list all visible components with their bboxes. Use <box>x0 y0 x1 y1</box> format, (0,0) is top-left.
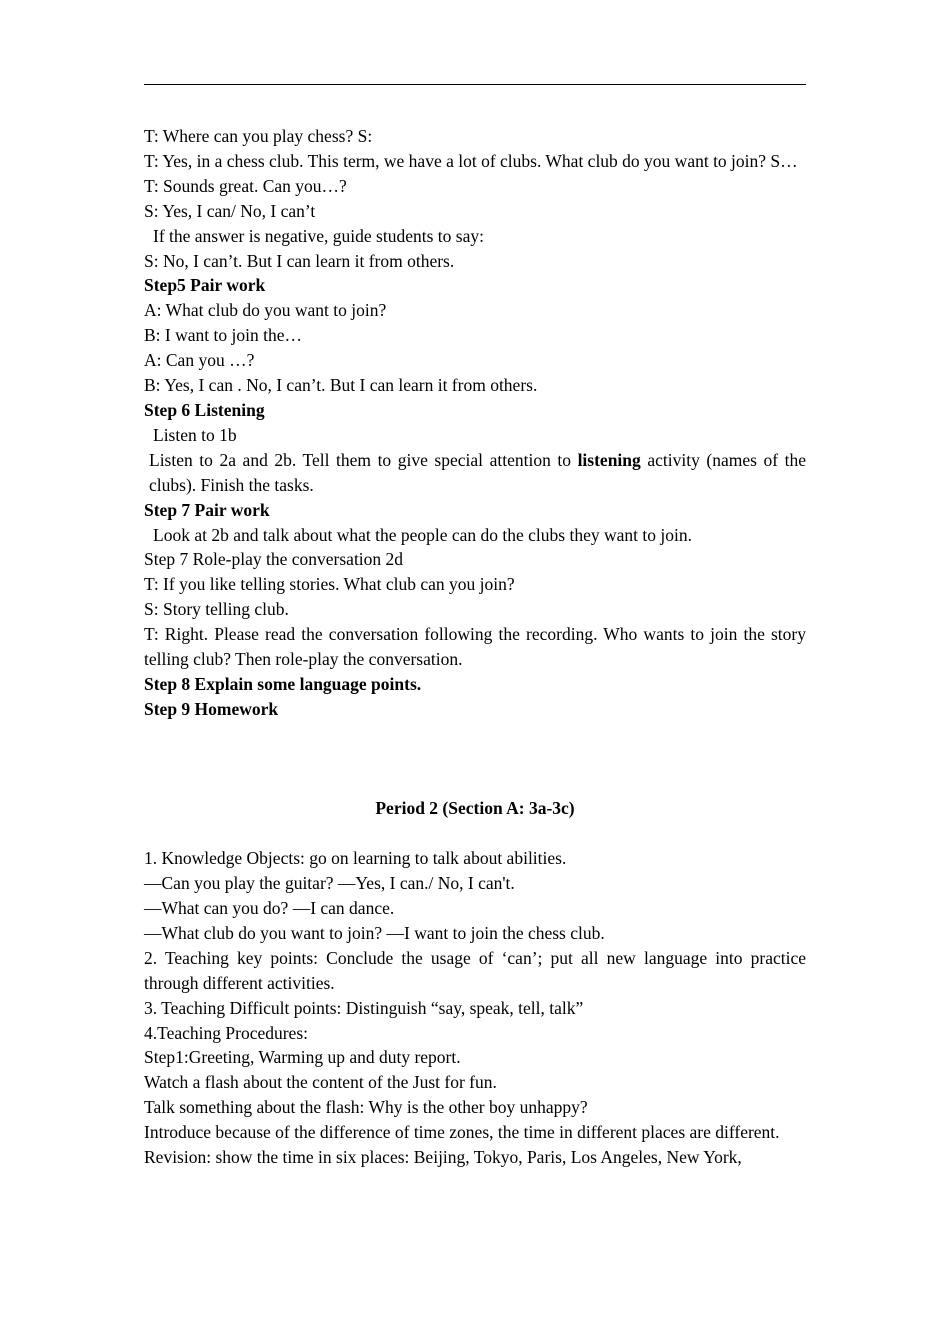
dialogue-line-4: S: Yes, I can/ No, I can’t <box>144 200 316 221</box>
revision-line: Revision: show the time in six places: Beijing, Tokyo, Paris, Los Angeles, New York, <box>144 1147 742 1168</box>
title-gap <box>144 821 806 846</box>
objective-line-1: 1. Knowledge Objects: go on learning to talk about abilities. <box>144 848 567 869</box>
period2-title: Period 2 (Section A: 3a-3c) <box>375 798 575 819</box>
step6-line-2-after: activity (names of the clubs). Finish the tasks. <box>149 449 806 495</box>
step8-heading: Step 8 Explain some language points. <box>144 673 422 694</box>
dialogue-line-2: T: Yes, in a chess club. This term, we have a lot of clubs. What club do you want to join? S… <box>144 150 798 171</box>
objective-line-4: —What club do you want to join? —I want to join the chess club. <box>144 922 605 943</box>
dialogue-line-3: T: Sounds great. Can you…? <box>144 175 347 196</box>
introduce-line: Introduce because of the difference of time zones, the time in different places are different. <box>144 1122 780 1143</box>
header-rule <box>144 84 806 85</box>
objective-line-2: —Can you play the guitar? —Yes, I can./ No, I can't. <box>144 873 515 894</box>
step6-line-1: Listen to 1b <box>153 424 237 445</box>
page-content <box>144 124 806 1170</box>
procedure-line-1: Step1:Greeting, Warming up and duty report. <box>144 1047 461 1068</box>
step6-line-2-before: Listen to 2a and 2b. Tell them to give special attention to <box>149 449 578 470</box>
step7-line-2: T: If you like telling stories. What club can you join? <box>144 574 515 595</box>
step6-heading: Step 6 Listening <box>144 399 265 420</box>
difficult-points: 3. Teaching Difficult points: Distinguish “say, speak, tell, talk” <box>144 997 584 1018</box>
procedure-line-2: Watch a flash about the content of the Just for fun. <box>144 1072 497 1093</box>
dialogue-line-1: T: Where can you play chess? S: <box>144 126 373 146</box>
procedures-heading: 4.Teaching Procedures: <box>144 1022 308 1043</box>
dialogue-line-5: If the answer is negative, guide students to say: <box>153 225 484 246</box>
objective-line-3: —What can you do? —I can dance. <box>144 898 395 919</box>
step5-line-1: A: What club do you want to join? <box>144 300 387 321</box>
step7-heading: Step 7 Pair work <box>144 499 270 520</box>
step7-roleplay-heading: Step 7 Role-play the conversation 2d <box>144 549 404 570</box>
step7-line-3: S: Story telling club. <box>144 599 289 620</box>
procedure-line-3: Talk something about the flash: Why is the other boy unhappy? <box>144 1097 588 1118</box>
step5-line-3: A: Can you …? <box>144 350 255 371</box>
section-gap <box>144 722 806 797</box>
step5-heading: Step5 Pair work <box>144 275 266 296</box>
dialogue-line-6: S: No, I can’t. But I can learn it from others. <box>144 250 455 271</box>
key-points: 2. Teaching key points: Conclude the usage of ‘can’; put all new language into practice through different activities. <box>144 947 806 993</box>
step6-line-2-bold: listening <box>577 449 641 470</box>
step5-line-4: B: Yes, I can . No, I can’t. But I can learn it from others. <box>144 375 538 396</box>
step7-line-1: Look at 2b and talk about what the people can do the clubs they want to join. <box>153 524 692 545</box>
step6-line-2 <box>144 448 806 498</box>
step9-heading: Step 9 Homework <box>144 698 279 719</box>
step7-line-4: T: Right. Please read the conversation following the recording. Who wants to join the story telling club? Then role-play the conversation. <box>144 624 806 670</box>
step5-line-2: B: I want to join the… <box>144 325 302 346</box>
